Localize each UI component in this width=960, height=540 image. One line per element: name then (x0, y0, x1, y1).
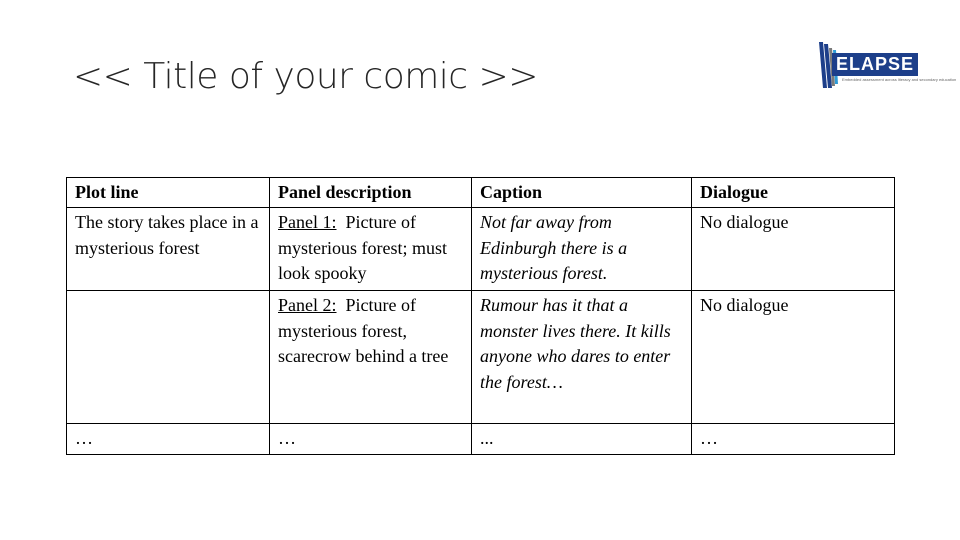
header-dialogue: Dialogue (692, 178, 895, 208)
plot-cell (67, 291, 270, 424)
caption-cell: ... (472, 424, 692, 455)
table-header-row (67, 178, 895, 208)
slide-title: << Title of your comic >> (73, 56, 538, 97)
panel-cell (270, 208, 472, 291)
table-row (67, 208, 895, 291)
comic-plan-table (66, 177, 895, 455)
table-row (67, 291, 895, 424)
caption-cell: Rumour has it that a monster lives there. It kills anyone who dares to enter the forest… (472, 291, 692, 424)
dialogue-cell: … (692, 424, 895, 455)
panel-cell (270, 291, 472, 424)
dialogue-cell: No dialogue (692, 291, 895, 424)
header-plot-line: Plot line (67, 178, 270, 208)
logo-wordmark: ELAPSE (832, 53, 918, 76)
caption-cell: Not far away from Edinburgh there is a mysterious forest. (472, 208, 692, 291)
plot-cell: … (67, 424, 270, 455)
panel-label: Panel 1: (278, 212, 337, 232)
panel-text: Picture of mysterious forest; must look spooky (278, 212, 447, 283)
logo-tagline: Embedded assessment across literacy and secondary education (842, 77, 957, 82)
table-row (67, 424, 895, 455)
header-panel-description: Panel description (270, 178, 472, 208)
panel-cell: … (270, 424, 472, 455)
dialogue-cell: No dialogue (692, 208, 895, 291)
panel-label: Panel 2: (278, 295, 337, 315)
panel-text: Picture of mysterious forest, scarecrow behind a tree (278, 295, 449, 366)
elapse-logo (818, 40, 957, 92)
header-caption: Caption (472, 178, 692, 208)
plot-cell: The story takes place in a mysterious forest (67, 208, 270, 291)
